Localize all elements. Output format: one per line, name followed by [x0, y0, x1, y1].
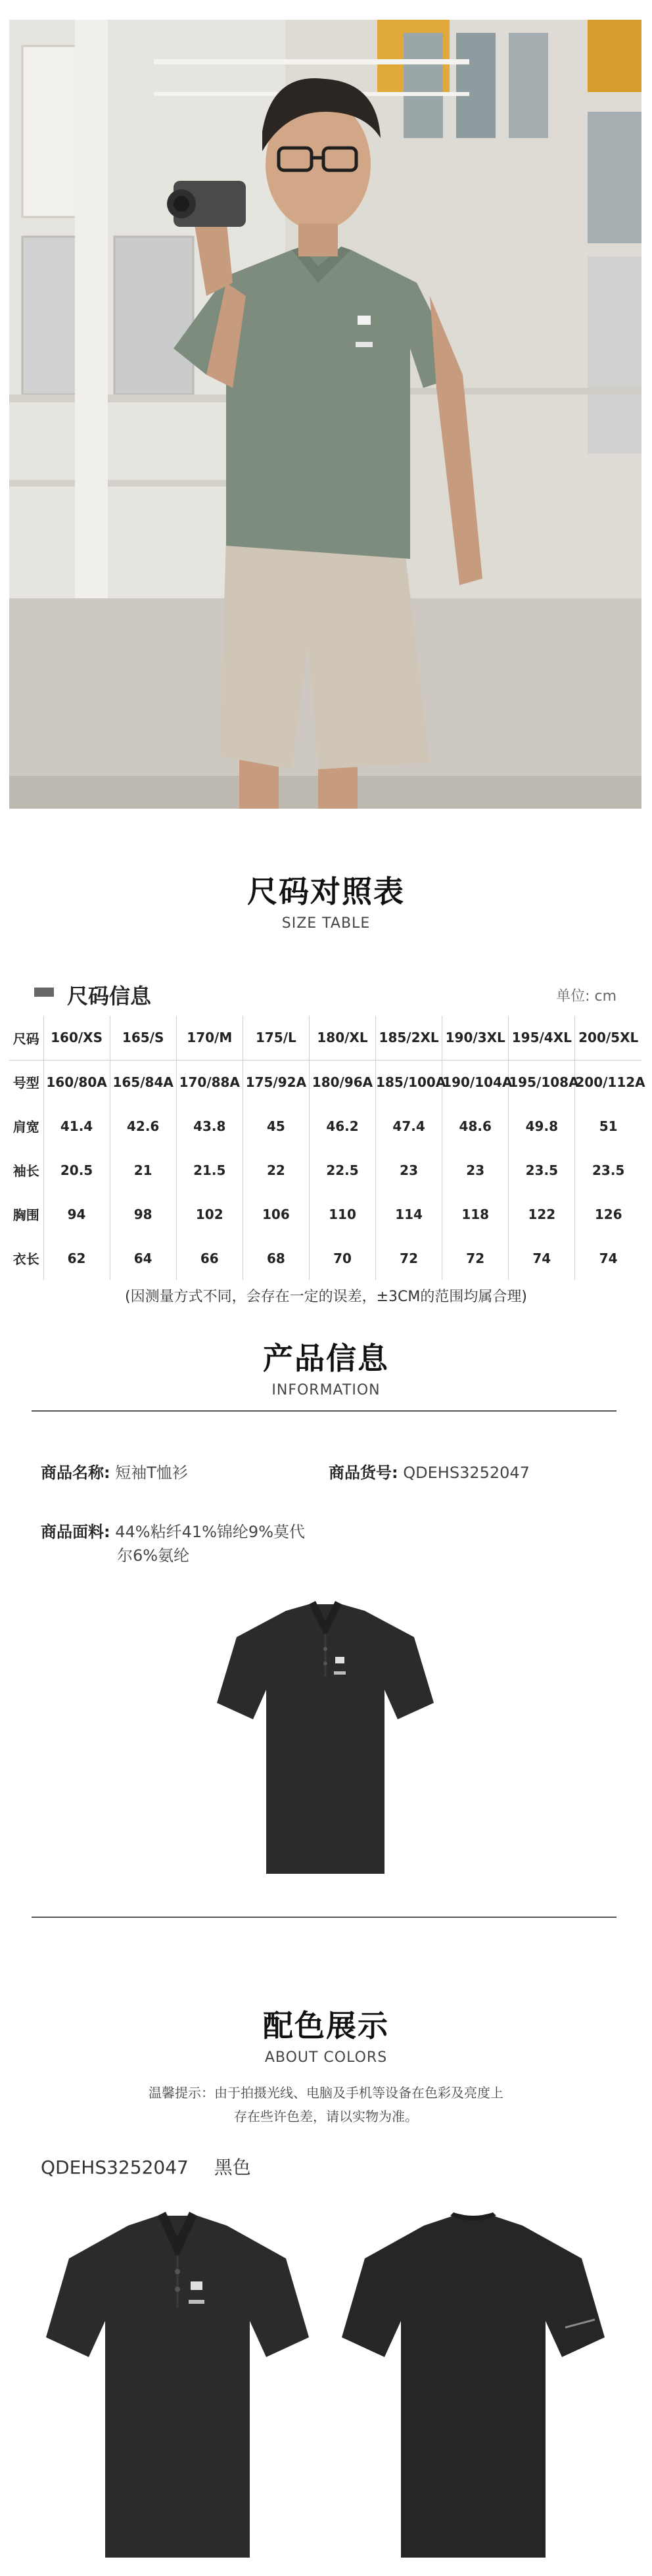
product-shirt-front-image	[217, 1598, 434, 1887]
size-table-cell: 94	[43, 1192, 110, 1236]
size-table-row	[9, 1148, 641, 1192]
size-table-cell: 180/XL	[309, 1016, 375, 1060]
product-code-key: 商品货号:	[329, 1464, 398, 1482]
shirt-front-view-image	[46, 2209, 309, 2564]
size-table-cell: 118	[442, 1192, 509, 1236]
size-table-cell: 175/L	[243, 1016, 309, 1060]
product-code-value: QDEHS3252047	[403, 1464, 530, 1482]
product-fabric-key: 商品面料:	[41, 1523, 110, 1541]
color-name: 黑色	[214, 2157, 251, 2178]
size-table-cell: 126	[594, 1206, 622, 1222]
size-table-cell: 20.5	[43, 1148, 110, 1192]
size-table-cell: 51	[599, 1118, 618, 1134]
color-tip-line1: 温馨提示：由于拍摄光线、电脑及手机等设备在色彩及亮度上	[149, 2085, 503, 2101]
product-fabric-row	[41, 1519, 305, 1542]
size-table-cell: 160/80A	[43, 1060, 110, 1104]
product-fabric-line2: 尔6%氨纶	[117, 1546, 190, 1565]
product-fabric-line1: 44%粘纤41%锦纶9%莫代	[115, 1523, 306, 1541]
size-row-header: 衣长	[9, 1236, 43, 1280]
size-table-cell: 21	[110, 1148, 176, 1192]
color-label	[41, 2153, 251, 2180]
unit-label: 单位: cm	[556, 988, 617, 1005]
product-section-heading	[0, 1335, 652, 1398]
size-table-cell: 114	[376, 1192, 442, 1236]
size-table-row	[9, 1060, 641, 1104]
size-table-cell: 70	[309, 1236, 375, 1280]
color-product-code: QDEHS3252047	[41, 2157, 189, 2178]
size-table-cell: 68	[243, 1236, 309, 1280]
size-table-cell: 42.6	[110, 1104, 176, 1148]
size-row-header: 号型	[9, 1060, 43, 1104]
size-table-cell: 43.8	[176, 1104, 243, 1148]
model-illustration	[9, 20, 641, 809]
size-table-cell: 22	[243, 1148, 309, 1192]
size-info-label: 尺码信息	[67, 984, 152, 1009]
size-table-cell: 185/100A	[376, 1060, 442, 1104]
size-table-cell: 74	[599, 1250, 618, 1266]
size-table-cell: 190/104A	[442, 1060, 509, 1104]
color-section-subtitle: ABOUT COLORS	[264, 2049, 388, 2066]
size-section-subtitle: SIZE TABLE	[281, 915, 371, 932]
product-name-value: 短袖T恤衫	[115, 1464, 188, 1482]
size-table-cell: 175/92A	[243, 1060, 309, 1104]
product-section-subtitle: INFORMATION	[271, 1382, 381, 1398]
size-table	[9, 1016, 645, 1280]
size-table-row	[9, 1192, 641, 1236]
color-tip-line2: 存在些许色差，请以实物为准。	[234, 2109, 418, 2124]
size-table-cell: 74	[509, 1236, 575, 1280]
size-table-cell: 190/3XL	[442, 1016, 509, 1060]
size-table-cell: 200/5XL	[575, 1016, 641, 1060]
size-table-cell: 165/S	[110, 1016, 176, 1060]
divider	[32, 1410, 617, 1412]
size-row-header: 袖长	[9, 1148, 43, 1192]
color-section-heading	[0, 2002, 652, 2066]
size-table-row	[9, 1104, 641, 1148]
product-code-row	[329, 1460, 530, 1483]
measurement-note: (因测量方式不同，会存在一定的误差，±3CM的范围均属合理)	[125, 1289, 527, 1305]
size-table-cell: 66	[176, 1236, 243, 1280]
size-table-cell: 170/88A	[176, 1060, 243, 1104]
size-table-cell: 72	[376, 1236, 442, 1280]
size-section-heading	[0, 868, 652, 932]
size-table-cell: 64	[110, 1236, 176, 1280]
size-table-cell: 102	[176, 1192, 243, 1236]
size-table-cell: 21.5	[176, 1148, 243, 1192]
size-table-cell: 98	[110, 1192, 176, 1236]
size-table-cell: 41.4	[43, 1104, 110, 1148]
size-table-cell: 165/84A	[110, 1060, 176, 1104]
product-name-key: 商品名称:	[41, 1464, 110, 1482]
size-table-cell: 46.2	[309, 1104, 375, 1148]
size-table-cell: 200/112A	[575, 1074, 645, 1090]
size-table-cell: 160/XS	[43, 1016, 110, 1060]
shirt-back-view-image	[342, 2209, 605, 2564]
size-table-cell: 45	[243, 1104, 309, 1148]
size-table-cell: 23.5	[592, 1162, 625, 1178]
size-table-cell: 49.8	[509, 1104, 575, 1148]
product-section-title: 产品信息	[263, 1341, 389, 1376]
size-table-cell: 22.5	[309, 1148, 375, 1192]
color-section-title: 配色展示	[263, 2008, 389, 2043]
size-table-cell: 170/M	[176, 1016, 243, 1060]
section-bar-icon	[34, 988, 54, 997]
color-tip	[0, 2081, 652, 2128]
size-table-cell: 47.4	[376, 1104, 442, 1148]
size-table-cell: 106	[243, 1192, 309, 1236]
size-table-cell: 185/2XL	[376, 1016, 442, 1060]
product-name-row	[41, 1460, 188, 1483]
size-table-row	[9, 1016, 641, 1060]
size-table-row	[9, 1236, 641, 1280]
size-table-cell: 23.5	[509, 1148, 575, 1192]
size-table-cell: 110	[309, 1192, 375, 1236]
size-row-header: 肩宽	[9, 1104, 43, 1148]
size-table-cell: 72	[442, 1236, 509, 1280]
size-table-cell: 195/108A	[509, 1060, 575, 1104]
size-row-header: 尺码	[9, 1016, 43, 1060]
size-section-title: 尺码对照表	[247, 874, 405, 909]
size-table-cell: 122	[509, 1192, 575, 1236]
size-table-cell: 195/4XL	[509, 1016, 575, 1060]
size-table-cell: 180/96A	[309, 1060, 375, 1104]
size-table-cell: 62	[43, 1236, 110, 1280]
size-row-header: 胸围	[9, 1192, 43, 1236]
divider	[32, 1917, 617, 1918]
model-photo	[9, 20, 641, 809]
size-table-cell: 48.6	[442, 1104, 509, 1148]
size-info-header	[34, 980, 617, 1009]
size-table-cell: 23	[376, 1148, 442, 1192]
product-fabric-row-2	[117, 1542, 189, 1565]
size-table-cell: 23	[442, 1148, 509, 1192]
